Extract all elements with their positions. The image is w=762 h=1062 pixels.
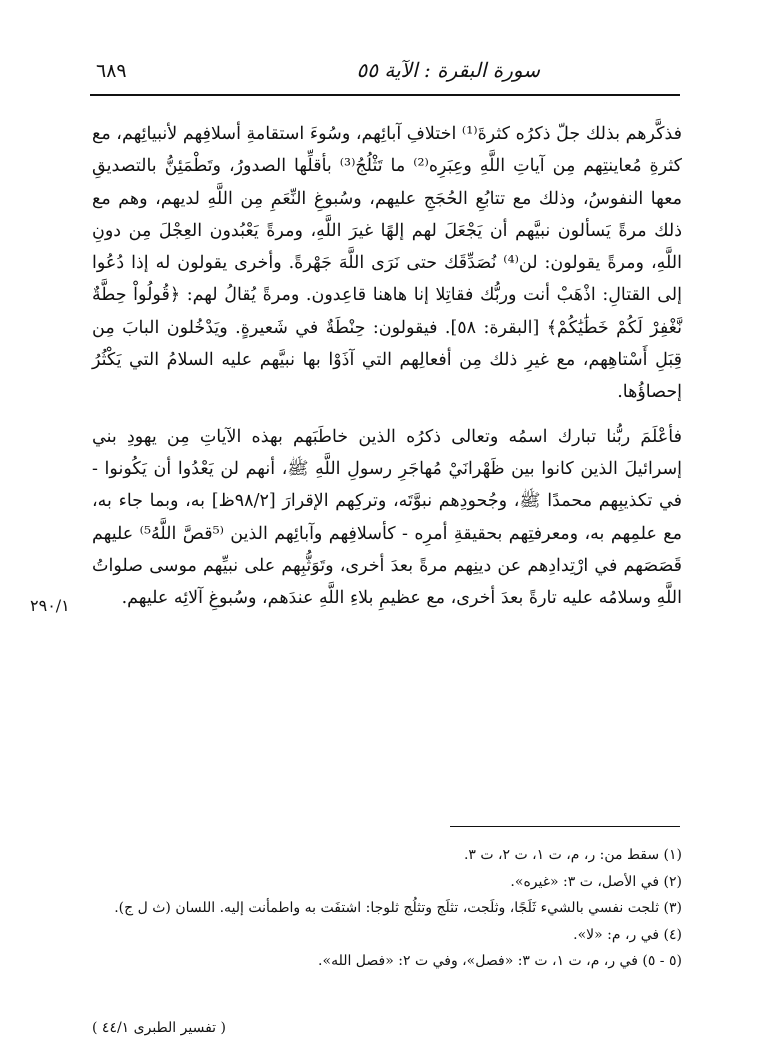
- footnote-4: (٤) في ر، م: «لا».: [573, 926, 682, 943]
- footnote-5: (٥ - ٥) في ر، م، ت ١، ت ٣: «فصل»، وفي ت ٢: «فصل الله».: [318, 953, 682, 969]
- running-title: سورة البقرة : الآية ٥٥: [356, 58, 540, 82]
- footnote-2: (٢) في الأصل، ت ٣: «غيره».: [510, 873, 682, 890]
- footnote-divider: [450, 826, 680, 827]
- page-number: ٦٨٩: [96, 60, 127, 82]
- footnote-3: (٣) ثلجت نفسي بالشيء ثَلَجًا، وثلَجت، تثلَج وتثلُج ثلوجا: اشتفَت به واطمأنت إليه. اللسان (ث ل ج).: [114, 900, 682, 916]
- page-header: [90, 50, 680, 96]
- paragraph-1: فذكَّرهم بذلك جلّ ذكرُه كثرةَ⁽¹⁾ اختلافِ آبائِهم، وسُوءَ استقامةِ أسلافِهم لأنبيائِهم، مع كثرةِ مُعاينتِهم مِن آياتِ اللَّهِ وعِبَرِه⁽²⁾ ما تَثْلُجُ⁽³⁾ بأقلِّها الصدورُ، وتَطْمَئِنُّ بالتصديقِ معها النفوسُ، وذلك مع تتابُعِ الحُجَجِ عليهم، وسُبوغِ النِّعَمِ مِن اللَّهِ لديهم، وهم مع ذلك مرةً يَسألون نبيَّهم أن يَجْعَلَ لهم إلهًا غيرَ اللَّهِ، ومرةً يَعْبُدون العِجْلَ مِن دونِ اللَّهِ، ومرةً يقولون: لن⁽⁴⁾ نُصَدِّقَك حتى نَرَى اللَّهَ جَهْرةً. وأخرى يقولون له إذا دُعُوا إلى القتالِ: اذْهَبْ أنت وربُّك فقاتِلا إنا هاهنا قاعِدون. ومرةً يُقالُ لهم: ﴿قُولُواْ حِطَّةٌ نَّغْفِرْ لَكُمْ خَطَٰيَٰكُمْ﴾ [البقرة: ٥٨]. فيقولون: حِنْطَةٌ في شَعيرةٍ. ويَدْخُلون البابَ مِن قِبَلِ أَسْتاهِهم، مع غيرِ ذلك مِن أفعالِهم التي آذَوْا بها نبيَّهم عليه السلامُ التي يَكْثُرُ إحصاؤُها.: [92, 124, 683, 403]
- main-text: [92, 118, 682, 614]
- footnote-1: (١) سقط من: ر، م، ت ١، ت ٢، ت ٣.: [463, 847, 682, 863]
- paragraph-2: فأعْلَمَ ربُّنا تبارك اسمُه وتعالى ذكرُه الذين خاطَبَهم بهذه الآياتِ مِن يهودِ بني إسرائيلَ الذين كانوا بين ظَهْرانَيْ مُهاجَرِ رسولِ اللَّهِ ﷺ، أنهم لن يَعْدُوا أن يَكُونوا - في تكذيبِهم محمدًا ﷺ، وجُحودِهم نبوَّتَه، وتركِهم الإقرارَ [٩٨/٢ظ] به، وبما جاء به، مع علمِهم به، ومعرفتِهم بحقيقةِ أمرِه - كأسلافِهم وآبائِهم الذين ⁽⁵قصَّ اللَّهُ⁵⁾ عليهم قَصَصَهم في ارْتِدادِهم عن دينِهم مرةً بعدَ أخرى، وتَوَثُّبِهم على نبيِّهم موسى صلواتُ اللَّهِ وسلامُه عليه تارةً بعدَ أخرى، مع عظيمِ بلاءِ اللَّهِ عندَهم، وسُبوغِ آلائِه عليهم.: [92, 426, 683, 609]
- volume-signature: ( تفسير الطبرى ٤٤/١ ): [92, 1020, 226, 1036]
- margin-reference: ٢٩٠/١: [30, 596, 70, 615]
- footnotes: [92, 842, 682, 975]
